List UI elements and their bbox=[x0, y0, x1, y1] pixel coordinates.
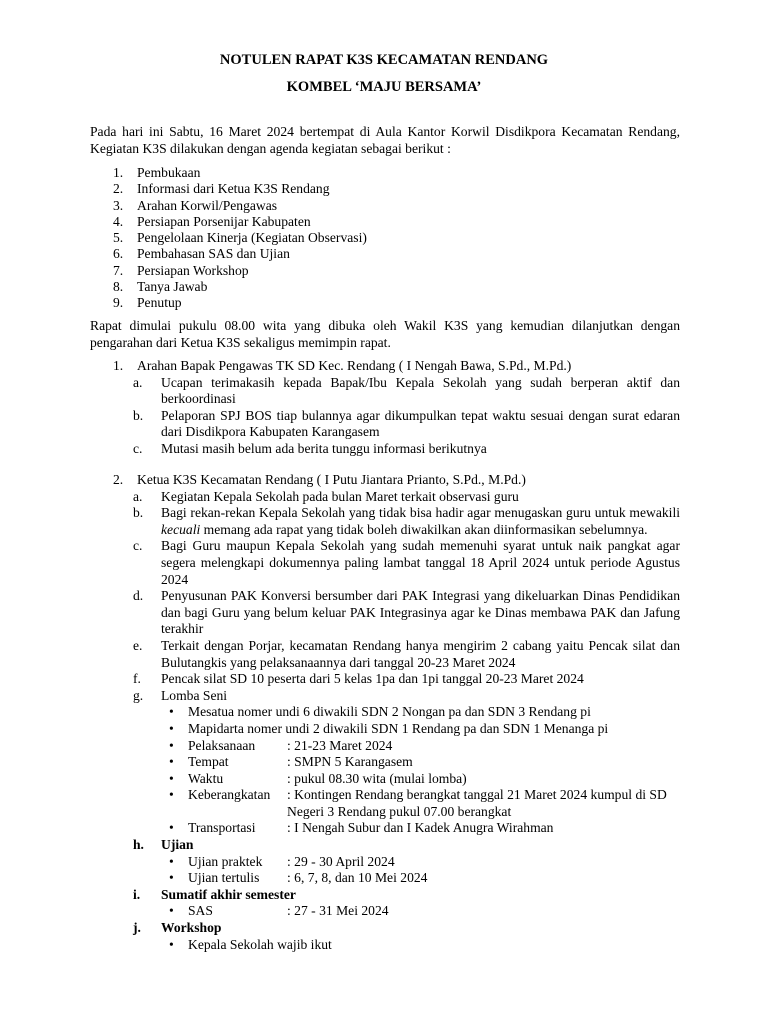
agenda-item: 6. Pembahasan SAS dan Ujian bbox=[113, 246, 290, 262]
section-item: e. Terkait dengan Porjar, kecamatan Rendang hanya mengirim 2 cabang yaitu Pencak silat dan Bulutangkis yang pelaksanaannya dari tanggal 20-23 Maret 2024 bbox=[133, 637, 680, 670]
bullet-icon: • bbox=[169, 936, 174, 952]
bullet-item: • Keberangkatan : Kontingen Rendang berangkat tanggal 21 Maret 2024 kumpul di SD Negeri 3 Rendang pukul 07.00 berangkat bbox=[169, 787, 667, 819]
bullet-item: • Mesatua nomer undi 6 diwakili SDN 2 Nongan pa dan SDN 3 Rendang pi bbox=[169, 704, 591, 720]
section-ketua bbox=[113, 472, 680, 953]
section-heading: 1. Arahan Bapak Pengawas TK SD Kec. Rendang ( I Nengah Bawa, S.Pd., M.Pd.) bbox=[113, 358, 572, 373]
section-item: b. Bagi rekan-rekan Kepala Sekolah yang tidak bisa hadir agar menugaskan guru untuk mewakili kecuali memang ada rapat yang tidak boleh diwakilkan akan diinformasikan sebelumnya. bbox=[133, 505, 680, 537]
section-pengawas bbox=[113, 358, 680, 458]
section-item: a. Ucapan terimakasih kepada Bapak/Ibu Kepala Sekolah yang sudah berperan aktif dan berkoordinasi bbox=[133, 374, 680, 407]
intro-paragraph: Pada hari ini Sabtu, 16 Maret 2024 bertempat di Aula Kantor Korwil Disdikpora Kecamatan Rendang, Kegiatan K3S dilakukan dengan agenda kegiatan sebagai berikut : bbox=[90, 124, 680, 156]
agenda-item: 3. Arahan Korwil/Pengawas bbox=[113, 197, 278, 213]
document-title: NOTULEN RAPAT K3S KECAMATAN RENDANG bbox=[219, 52, 549, 68]
section-item: h. Ujian bbox=[133, 837, 194, 853]
bullet-item: • Transportasi : I Nengah Subur dan I Kadek Anugra Wirahman bbox=[169, 820, 554, 836]
opening-paragraph: Rapat dimulai pukulu 08.00 wita yang dibuka oleh Wakil K3S yang kemudian dilanjutkan dengan pengarahan dari Ketua K3S sekaligus memimpin rapat. bbox=[90, 318, 680, 350]
bullet-item: • Ujian praktek : 29 - 30 April 2024 bbox=[169, 853, 395, 869]
section-heading: 2. Ketua K3S Kecamatan Rendang ( I Putu Jiantara Prianto, S.Pd., M.Pd.) bbox=[113, 472, 526, 487]
bullet-icon: • bbox=[169, 737, 174, 753]
bullet-item: • Waktu : pukul 08.30 wita (mulai lomba) bbox=[169, 770, 467, 786]
agenda-item: 5. Pengelolaan Kinerja (Kegiatan Observasi) bbox=[113, 230, 367, 246]
document-subtitle: KOMBEL ‘MAJU BERSAMA’ bbox=[286, 79, 482, 95]
bullet-item: • SAS : 27 - 31 Mei 2024 bbox=[169, 903, 389, 919]
bullet-icon: • bbox=[169, 770, 174, 786]
bullet-icon: • bbox=[169, 754, 174, 770]
section-item: j. Workshop bbox=[133, 920, 222, 936]
bullet-icon: • bbox=[169, 704, 174, 720]
bullet-icon: • bbox=[169, 820, 174, 836]
agenda-item: 9. Penutup bbox=[113, 295, 182, 311]
bullet-icon: • bbox=[169, 903, 174, 919]
section-item: d. Penyusunan PAK Konversi bersumber dari PAK Integrasi yang dikeluarkan Dinas Pendidikan dan bagi Guru yang belum keluar PAK Integrasinya agar ke Dinas membawa PAK dan Jafung terakhir bbox=[133, 588, 680, 637]
section-item: f. Pencak silat SD 10 peserta dari 5 kelas 1pa dan 1pi tanggal 20-23 Maret 2024 bbox=[133, 671, 584, 687]
bullet-icon: • bbox=[169, 853, 174, 869]
agenda-list bbox=[113, 165, 367, 312]
bullet-icon: • bbox=[169, 870, 174, 886]
agenda-item: 8. Tanya Jawab bbox=[113, 279, 208, 295]
section-item: c. Bagi Guru maupun Kepala Sekolah yang sudah memenuhi syarat untuk naik pangkat agar segera melengkapi dokumennya paling lambat tanggal 18 April 2024 untuk periode Agustus 2024 bbox=[133, 538, 680, 587]
bullet-item: • Mapidarta nomer undi 2 diwakili SDN 1 Rendang pa dan SDN 1 Menanga pi bbox=[169, 720, 609, 736]
bullet-icon: • bbox=[169, 787, 174, 803]
agenda-item: 4. Persiapan Porsenijar Kabupaten bbox=[113, 213, 311, 229]
bullet-item: • Ujian tertulis : 6, 7, 8, dan 10 Mei 2024 bbox=[169, 870, 428, 886]
section-item: g. Lomba Seni bbox=[133, 687, 228, 703]
agenda-item: 2. Informasi dari Ketua K3S Rendang bbox=[113, 181, 330, 197]
bullet-item: • Pelaksanaan : 21-23 Maret 2024 bbox=[169, 737, 393, 753]
agenda-item: 1. Pembukaan bbox=[113, 165, 201, 180]
agenda-item: 7. Persiapan Workshop bbox=[113, 262, 249, 278]
section-item: b. Pelaporan SPJ BOS tiap bulannya agar dikumpulkan tepat waktu sesuai dengan surat edaran dari Disdikpora Kabupaten Karangasem bbox=[133, 407, 680, 440]
section-item: c. Mutasi masih belum ada berita tunggu informasi berikutnya bbox=[133, 440, 487, 456]
bullet-item: • Kepala Sekolah wajib ikut bbox=[169, 936, 332, 952]
section-item: a. Kegiatan Kepala Sekolah pada bulan Maret terkait observasi guru bbox=[133, 488, 519, 504]
bullet-icon: • bbox=[169, 720, 174, 736]
bullet-item: • Tempat : SMPN 5 Karangasem bbox=[169, 754, 413, 770]
section-item: i. Sumatif akhir semester bbox=[133, 886, 296, 902]
